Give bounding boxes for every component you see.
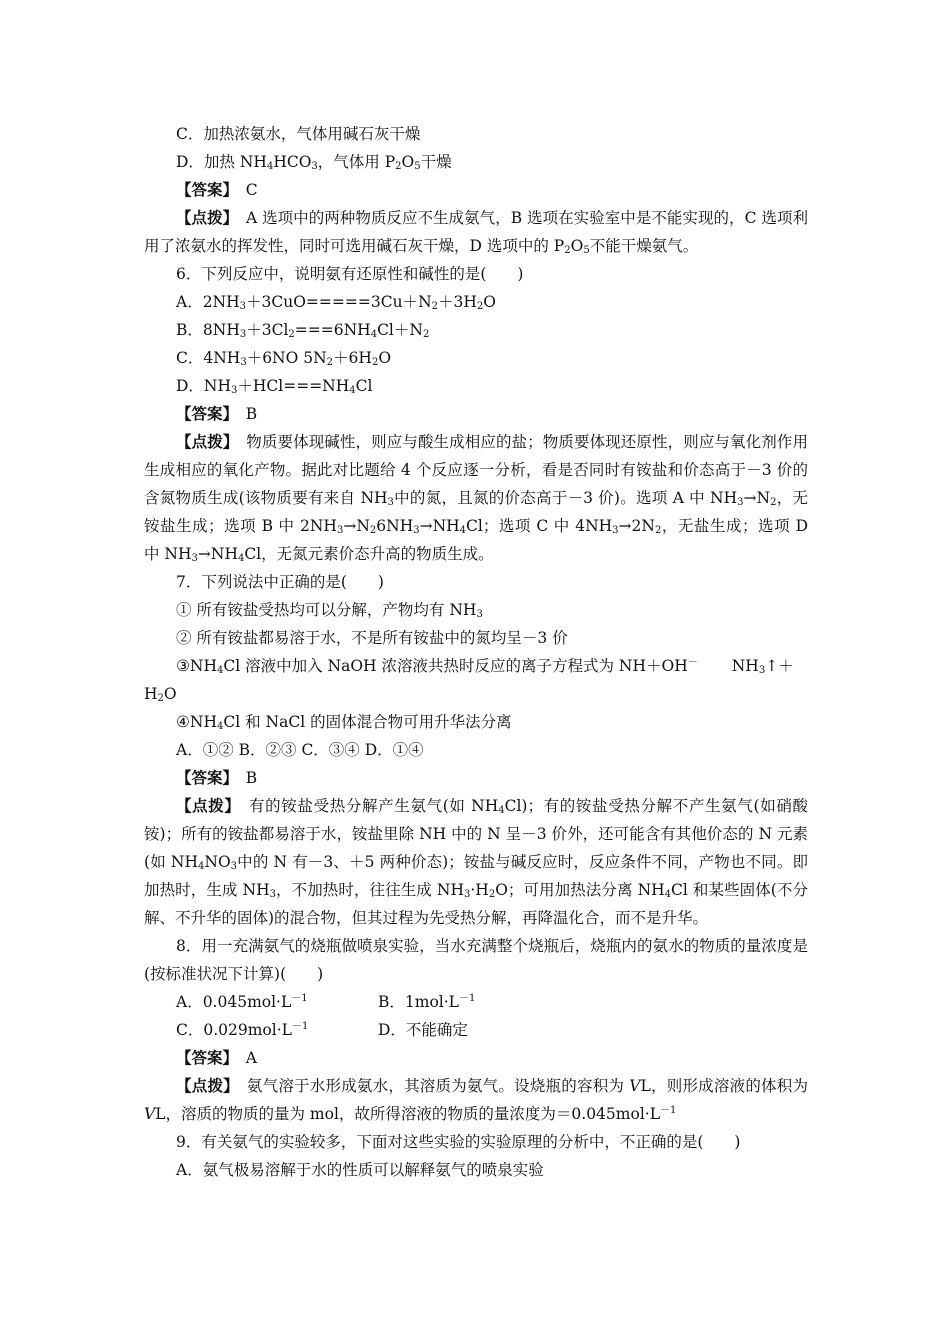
hint-variable: V: [144, 1105, 156, 1123]
q7-s4-sub: 4: [216, 721, 224, 732]
q7-answer: [144, 764, 808, 792]
hint-text: 氨气溶于水形成氨水，其溶质为氨气。设烧瓶的容积为: [246, 1077, 630, 1095]
q5-option-c-text: C．加热浓氨水，气体用碱石灰干燥: [176, 125, 421, 143]
hint-text: L，则形成溶液的体积为: [640, 1077, 808, 1095]
q6-answer: [144, 400, 808, 428]
q7-s4-text: ④NH: [176, 713, 217, 731]
q8-options-row-2: [144, 1016, 808, 1044]
q8-stem-text: 8．用一充满氨气的烧瓶做喷泉实验，当水充满整个烧瓶后，烧瓶内的氨水的物质的量浓度是(按标准状况下计算)( ): [144, 937, 808, 983]
q9-a-text: A．氨气极易溶解于水的性质可以解释氨气的喷泉实验: [176, 1161, 544, 1179]
hint-sub: 2: [770, 497, 777, 508]
hint-text: O；可用加热法分离 NH: [495, 881, 665, 899]
q8-a-sup: －1: [291, 993, 308, 1004]
q7-s3-text: H: [144, 685, 158, 703]
q7-stem-text: 7．下列说法中正确的是( ): [176, 573, 384, 591]
q6-a-text: ＋3CuO=====3Cu＋N: [246, 293, 432, 311]
hint-sub: 2: [369, 525, 377, 536]
hint-sub: 3: [191, 553, 198, 564]
q5-hint: [144, 204, 808, 260]
q8-hint: [144, 1072, 808, 1128]
q6-b-sub: 2: [288, 329, 295, 340]
q6-option-a: [144, 288, 808, 316]
q6-d-sub: 3: [231, 385, 238, 396]
q7-s2-text: ② 所有铵盐都易溶于水，不是所有铵盐中的氮均呈－3 价: [176, 629, 568, 647]
q7-s3-text: NH: [731, 657, 759, 675]
answer-value: A: [245, 1049, 257, 1067]
q6-d-text: Cl: [355, 377, 373, 395]
q6-hint: [144, 428, 808, 568]
hint-text: 有的铵盐受热分解产生氨气(如 NH: [249, 797, 499, 815]
hint-label: 【点拨】: [176, 208, 231, 227]
document-body: [144, 120, 808, 1184]
q5-d-sub: 4: [266, 161, 274, 172]
hint-sub: 4: [498, 805, 505, 816]
q8-option-d: [378, 1021, 468, 1039]
hint-text: ，不加热时，往往生成 NH: [275, 881, 464, 899]
q5-d-sub: 3: [311, 161, 318, 172]
q7-options: [144, 736, 808, 764]
hint-text: →N: [743, 489, 771, 507]
hint-sub: 4: [237, 553, 245, 564]
hint-sub: 4: [198, 861, 205, 872]
answer-value: B: [245, 405, 258, 423]
q5-answer: [144, 176, 808, 204]
hint-sub: 2: [488, 889, 496, 900]
q5-d-text: HCO: [273, 153, 312, 171]
hint-sub: 3: [387, 497, 394, 508]
hint-text: 不能干燥氨气。: [589, 237, 699, 255]
q7-statement-4: [144, 708, 808, 736]
q6-b-text: ＋3Cl: [246, 321, 289, 339]
hint-variable: V: [629, 1077, 641, 1095]
q5-option-d: [144, 148, 808, 176]
hint-text: NO: [204, 853, 231, 871]
hint-text: →N: [343, 517, 370, 535]
hint-text: →2N: [618, 517, 655, 535]
hint-sub: 3: [737, 497, 744, 508]
q6-option-b: [144, 316, 808, 344]
hint-text: 中的 N 有－3、＋5 两种价态)；铵盐与碱反应时，反应条件不同，产物也不同。即加热时，生成 NH: [144, 853, 808, 899]
q8-a-text: A．0.045mol·L: [176, 993, 292, 1011]
q9-stem-text: 9．有关氨气的实验较多，下面对这些实验的实验原理的分析中，不正确的是( ): [176, 1133, 741, 1151]
q7-s3-sub: 3: [758, 665, 766, 676]
answer-label: 【答案】: [176, 404, 231, 423]
hint-sub: 2: [654, 525, 662, 536]
q5-d-sub: 2: [395, 161, 402, 172]
hint-text: →NH: [419, 517, 460, 535]
hint-sub: 5: [583, 245, 590, 256]
q5-d-sub: 5: [414, 161, 421, 172]
answer-label: 【答案】: [176, 768, 231, 787]
q7-s3-text: ③NH: [176, 657, 217, 675]
q7-s3-sup: －: [687, 657, 698, 668]
q9-stem: [144, 1128, 808, 1156]
q7-statement-2: [144, 624, 808, 652]
q7-hint: [144, 792, 808, 932]
hint-label: 【点拨】: [176, 1076, 232, 1095]
q6-option-c: [144, 344, 808, 372]
q6-c-text: ＋6H: [333, 349, 372, 367]
q9-option-a: [144, 1156, 808, 1184]
q7-s4-text: Cl 和 NaCl 的固体混合物可用升华法分离: [223, 713, 512, 731]
hint-text: Cl，无氮元素价态升高的物质生成。: [244, 545, 494, 563]
hint-text: L，溶质的物质的量为 mol，故所得溶液的物质的量浓度为＝0.045mol·L: [155, 1105, 660, 1123]
q6-a-text: O: [483, 293, 496, 311]
hint-sub: 3: [336, 525, 344, 536]
hint-sub: 3: [413, 525, 420, 536]
q7-s3-text: O: [163, 685, 177, 703]
q6-c-sub: 3: [240, 357, 247, 368]
q6-a-sub: 2: [476, 301, 484, 312]
q7-s3-sub: 4: [216, 665, 224, 676]
hint-label: 【点拨】: [176, 432, 231, 451]
hint-text: ，无铵盐生成；选项 B 中 2NH: [144, 489, 808, 535]
hint-text: O: [570, 237, 584, 255]
q5-d-text: O: [401, 153, 415, 171]
hint-text: Cl；选项 C 中 4NH: [466, 517, 613, 535]
hint-text: ·H: [470, 881, 489, 899]
q6-a-text: ＋3H: [438, 293, 477, 311]
q8-option-b: [378, 993, 475, 1011]
q6-b-sub: 3: [239, 329, 247, 340]
q6-c-text: C．4NH: [176, 349, 241, 367]
hint-sub: 4: [664, 889, 672, 900]
q6-c-sub: 2: [326, 357, 334, 368]
q7-statement-1: [144, 596, 808, 624]
q7-options-text: A．①② B．②③ C．③④ D．①④: [176, 741, 424, 759]
q8-c-text: C．0.029mol·L: [176, 1021, 292, 1039]
q8-option-c: [176, 1016, 378, 1044]
q8-options-row-1: [144, 988, 808, 1016]
q7-s1-sub: 3: [476, 609, 483, 620]
hint-text: 中的氮，且氮的价态高于－3 价)。选项 A 中 NH: [393, 489, 738, 507]
q6-a-text: A．2NH: [176, 293, 240, 311]
hint-sub: 4: [459, 525, 467, 536]
hint-text: ，无盐生成；选项 D 中 NH: [144, 517, 809, 563]
hint-text: 物质要体现碱性，则应与酸生成相应的盐；物质要体现还原性，则应与氧化剂作用生成相应的氧化产物。据此对比题给 4 个反应逐一分析，看是否同时有铵盐和价态高于－3 价的含氮物质生成(该物质要有来自 NH: [144, 433, 808, 507]
q8-b-text: B．1mol·L: [378, 993, 459, 1011]
q6-c-sub: 2: [371, 357, 379, 368]
hint-text: 6NH: [376, 517, 414, 535]
q6-d-text: D．NH: [176, 377, 232, 395]
q6-option-d: [144, 372, 808, 400]
q5-d-text: 干燥: [420, 153, 452, 171]
q6-b-text: ===6NH: [294, 321, 371, 339]
q6-b-text: B．8NH: [176, 321, 240, 339]
q8-b-sup: －1: [458, 993, 476, 1004]
q8-stem: [144, 932, 808, 988]
q7-statement-3-cont: [144, 680, 808, 708]
q8-c-sup: －1: [291, 1021, 309, 1032]
q6-a-sub: 2: [431, 301, 439, 312]
hint-text: Cl 和某些固体(不分解、不升华的固体)的混合物，但其过程为先受热分解，再降温化合，而不是升华。: [144, 881, 808, 927]
answer-label: 【答案】: [176, 1048, 231, 1067]
hint-text: →NH: [197, 545, 238, 563]
q7-statement-3: [144, 652, 808, 680]
hint-text: Cl)；有的铵盐受热分解不产生氨气(如硝酸铵)；所有的铵盐都易溶于水，铵盐里除 NH 中的 N 呈－3 价外，还可能含有其他价态的 N 元素(如 NH: [144, 797, 808, 871]
q6-b-text: Cl＋N: [377, 321, 423, 339]
q8-option-a: [176, 988, 378, 1016]
q5-option-c: [144, 120, 808, 148]
hint-label: 【点拨】: [176, 796, 233, 815]
hint-sub: 3: [269, 889, 276, 900]
answer-label: 【答案】: [176, 180, 231, 199]
q6-b-sub: 2: [422, 329, 430, 340]
q6-stem-text: 6．下列反应中，说明氨有还原性和碱性的是( ): [176, 265, 524, 283]
hint-sub: 3: [612, 525, 619, 536]
q5-d-text: D．加热 NH: [176, 153, 267, 171]
q7-s3-text: ↑＋: [765, 657, 794, 675]
q7-stem: [144, 568, 808, 596]
q6-stem: [144, 260, 808, 288]
q6-c-text: ＋6NO 5N: [246, 349, 327, 367]
q6-c-text: O: [378, 349, 392, 367]
q6-b-sub: 4: [370, 329, 378, 340]
q8-d-text: D．不能确定: [378, 1021, 468, 1039]
q7-s1-text: ① 所有铵盐受热均可以分解，产物均有 NH: [176, 601, 477, 619]
hint-sub: 3: [230, 861, 238, 872]
answer-value: C: [245, 181, 258, 199]
hint-sub: 3: [463, 889, 471, 900]
q6-d-sub: 4: [349, 385, 356, 396]
q7-s3-text: Cl 溶液中加入 NaOH 浓溶液共热时反应的离子方程式为 NH＋OH: [223, 657, 688, 675]
answer-value: B: [245, 769, 258, 787]
hint-sup: －1: [660, 1105, 677, 1116]
q8-answer: [144, 1044, 808, 1072]
q6-a-sub: 3: [239, 301, 247, 312]
q7-s3-sub: 2: [157, 693, 164, 704]
hint-sub: 2: [564, 245, 571, 256]
q6-d-text: ＋HCl===NH: [237, 377, 350, 395]
q5-d-text: ，气体用 P: [317, 153, 396, 171]
hint-text: A 选项中的两种物质反应不生成氨气，B 选项在实验室中是不能实现的，C 选项利用了浓氨水的挥发性，同时可选用碱石灰干燥，D 选项中的 P: [144, 209, 808, 255]
